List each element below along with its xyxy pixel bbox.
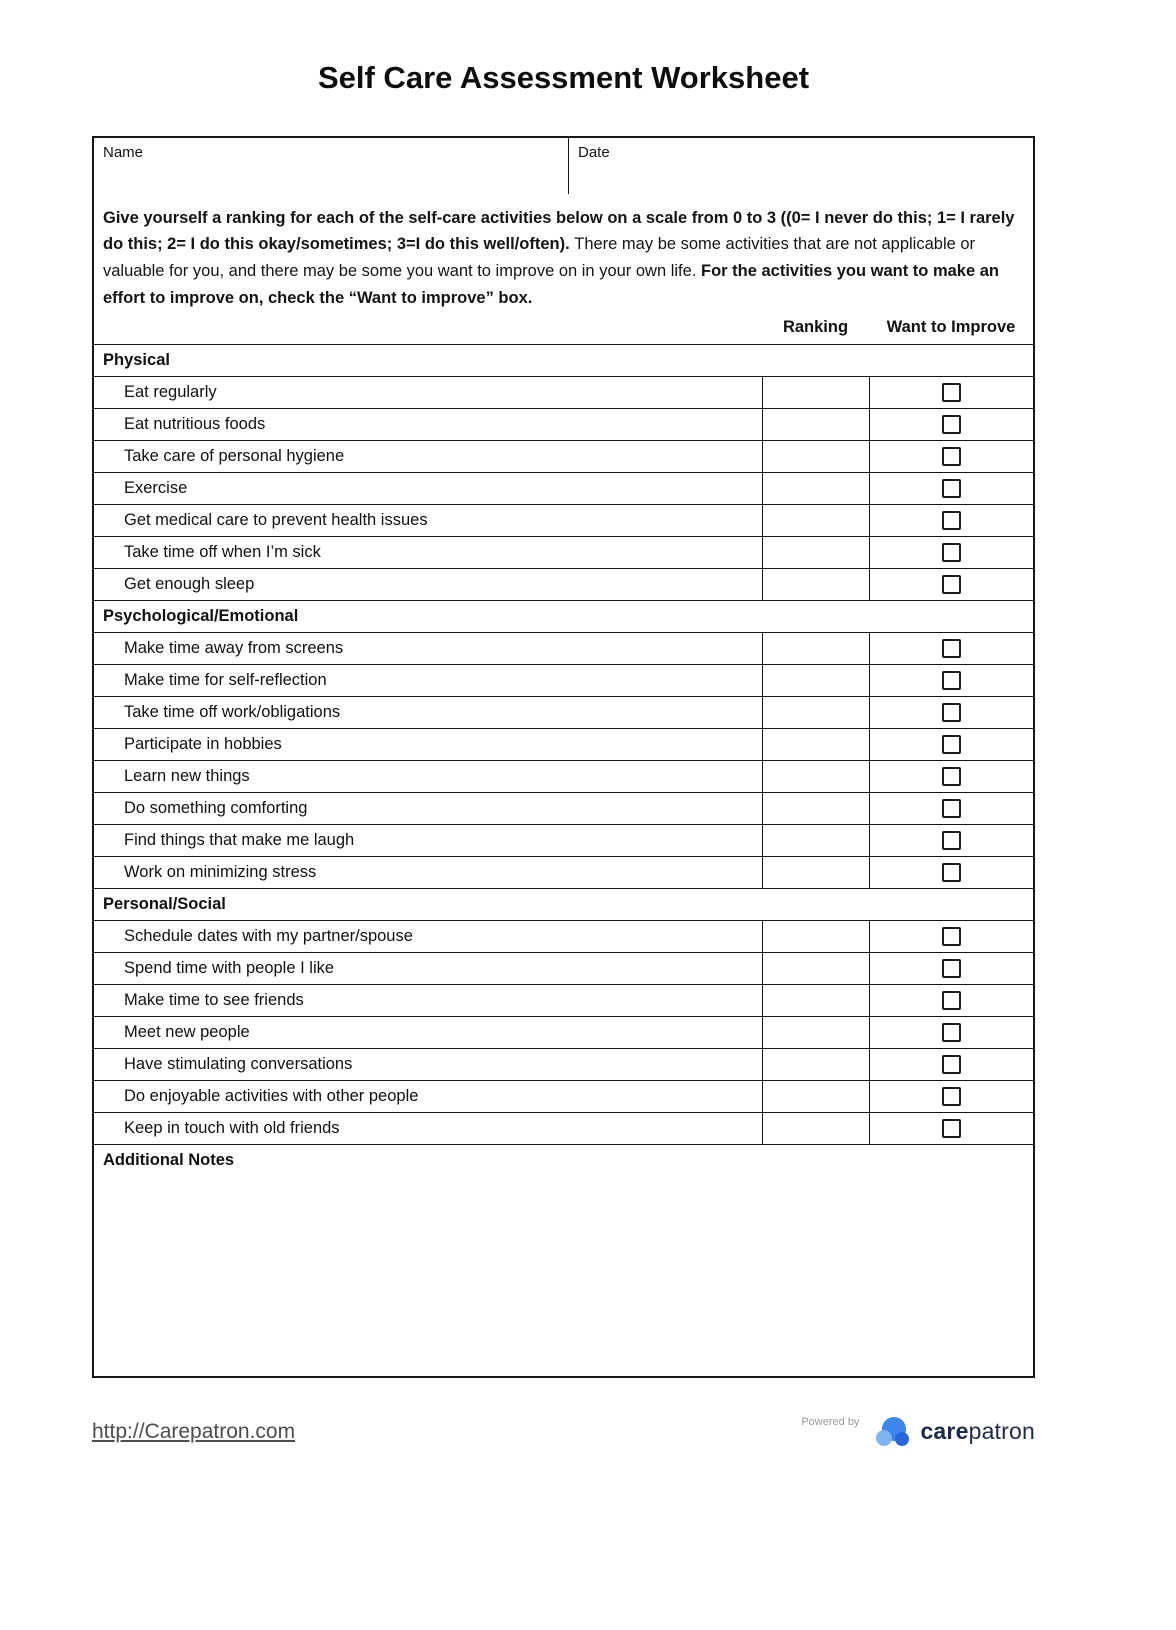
activity-row: [94, 1112, 1033, 1144]
want-to-improve-cell: [869, 473, 1033, 504]
section-header-psychological-emotional: [94, 600, 1033, 632]
section-header-personal-social: [94, 888, 1033, 920]
powered-by-block: [801, 1416, 1035, 1448]
activity-row: [94, 664, 1033, 696]
want-to-improve-checkbox[interactable]: [942, 1087, 961, 1106]
activity-row: [94, 856, 1033, 888]
activity-label: Spend time with people I like: [124, 958, 335, 977]
activity-row: [94, 568, 1033, 600]
instructions-segment: Give yourself a ranking for each of the self-care activities below on a scale from 0 to 3 ((0= I never do this; 1= I rarely do this; 2= I do this okay/sometimes; 3=I do this well/often).: [103, 208, 1015, 254]
ranking-cell[interactable]: [762, 985, 869, 1016]
assessment-rows: [94, 344, 1033, 1144]
want-to-improve-cell: [869, 793, 1033, 824]
activity-row: [94, 728, 1033, 760]
want-to-improve-cell: [869, 1113, 1033, 1144]
activity-label: Have stimulating conversations: [124, 1054, 353, 1073]
want-to-improve-checkbox[interactable]: [942, 991, 961, 1010]
ranking-cell[interactable]: [762, 441, 869, 472]
want-to-improve-cell: [869, 953, 1033, 984]
activity-label: Participate in hobbies: [124, 734, 282, 753]
want-to-improve-checkbox[interactable]: [942, 799, 961, 818]
ranking-cell[interactable]: [762, 761, 869, 792]
want-to-improve-checkbox[interactable]: [942, 575, 961, 594]
carepatron-wordmark: [920, 1418, 1035, 1445]
activity-label: Take care of personal hygiene: [124, 446, 345, 465]
section-title: Physical: [103, 350, 170, 369]
want-to-improve-checkbox[interactable]: [942, 927, 961, 946]
column-headers: [94, 314, 1033, 344]
activity-label: Find things that make me laugh: [124, 830, 355, 849]
want-to-improve-checkbox[interactable]: [942, 1023, 961, 1042]
activity-row: [94, 376, 1033, 408]
activity-label: Do enjoyable activities with other people: [124, 1086, 419, 1105]
ranking-cell[interactable]: [762, 953, 869, 984]
activity-label: Schedule dates with my partner/spouse: [124, 926, 413, 945]
activity-row: [94, 440, 1033, 472]
ranking-cell[interactable]: [762, 665, 869, 696]
ranking-cell[interactable]: [762, 1017, 869, 1048]
section-header-physical: [94, 344, 1033, 376]
want-to-improve-checkbox[interactable]: [942, 863, 961, 882]
additional-notes-label: Additional Notes: [103, 1150, 235, 1169]
section-title: Personal/Social: [103, 894, 226, 913]
ranking-cell[interactable]: [762, 633, 869, 664]
ranking-cell[interactable]: [762, 857, 869, 888]
activity-row: [94, 952, 1033, 984]
want-to-improve-checkbox[interactable]: [942, 639, 961, 658]
activity-label: Make time to see friends: [124, 990, 304, 1009]
want-to-improve-cell: [869, 537, 1033, 568]
instructions-text: [94, 194, 1033, 314]
activity-row: [94, 1016, 1033, 1048]
powered-by-label: Powered by: [801, 1415, 860, 1428]
ranking-cell[interactable]: [762, 1113, 869, 1144]
want-to-improve-checkbox[interactable]: [942, 511, 961, 530]
date-label: Date: [578, 143, 610, 161]
want-to-improve-checkbox[interactable]: [942, 1119, 961, 1138]
instructions-segment: There may be some activities that are not applicable or valuable for you, and there may be some you want to improve on in your own life.: [103, 235, 976, 281]
activity-row: [94, 920, 1033, 952]
want-to-improve-cell: [869, 985, 1033, 1016]
ranking-cell[interactable]: [762, 377, 869, 408]
activity-label: Learn new things: [124, 766, 250, 785]
activity-row: [94, 792, 1033, 824]
activity-row: [94, 504, 1033, 536]
activity-row: [94, 760, 1033, 792]
ranking-cell[interactable]: [762, 1049, 869, 1080]
want-to-improve-checkbox[interactable]: [942, 671, 961, 690]
ranking-cell[interactable]: [762, 1081, 869, 1112]
name-label: Name: [103, 143, 144, 161]
page-title: Self Care Assessment Worksheet: [317, 60, 810, 95]
activity-label: Get medical care to prevent health issues: [124, 510, 428, 529]
want-to-improve-cell: [869, 1017, 1033, 1048]
column-header-spacer: [94, 318, 762, 337]
want-to-improve-cell: [869, 505, 1033, 536]
ranking-cell[interactable]: [762, 537, 869, 568]
ranking-cell[interactable]: [762, 505, 869, 536]
want-to-improve-cell: [869, 409, 1033, 440]
activity-row: [94, 1048, 1033, 1080]
ranking-cell[interactable]: [762, 921, 869, 952]
activity-label: Eat regularly: [124, 382, 217, 401]
carepatron-link[interactable]: http://Carepatron.com: [92, 1419, 296, 1443]
additional-notes-section[interactable]: [94, 1144, 1033, 1376]
activity-label: Make time away from screens: [124, 638, 344, 657]
want-to-improve-cell: [869, 729, 1033, 760]
name-date-row: [94, 138, 1033, 194]
wordmark-bold: care: [920, 1418, 969, 1445]
want-to-improve-cell: [869, 1081, 1033, 1112]
activity-label: Take time off when I’m sick: [124, 542, 321, 561]
want-to-improve-checkbox[interactable]: [942, 767, 961, 786]
want-to-improve-checkbox[interactable]: [942, 447, 961, 466]
activity-row: [94, 696, 1033, 728]
activity-label: Get enough sleep: [124, 574, 255, 593]
name-field[interactable]: [94, 138, 569, 194]
activity-row: [94, 632, 1033, 664]
page-footer: [92, 1416, 1035, 1448]
want-to-improve-cell: [869, 761, 1033, 792]
instructions-segment: For the activities you want to make an effort to improve on, check the “Want to improve” box.: [103, 262, 999, 307]
activity-label: Keep in touch with old friends: [124, 1118, 340, 1137]
want-to-improve-checkbox[interactable]: [942, 1055, 961, 1074]
want-to-improve-checkbox[interactable]: [942, 383, 961, 402]
activity-row: [94, 1080, 1033, 1112]
wordmark-regular: patron: [968, 1418, 1035, 1445]
want-to-improve-cell: [869, 377, 1033, 408]
date-field[interactable]: [569, 138, 1033, 194]
activity-label: Exercise: [124, 478, 188, 497]
want-to-improve-cell: [869, 441, 1033, 472]
activity-label: Take time off work/obligations: [124, 702, 341, 721]
want-to-improve-cell: [869, 857, 1033, 888]
want-to-improve-cell: [869, 633, 1033, 664]
activity-label: Do something comforting: [124, 798, 308, 817]
carepatron-logo-icon: [873, 1416, 913, 1448]
want-to-improve-cell: [869, 665, 1033, 696]
ranking-cell[interactable]: [762, 825, 869, 856]
activity-row: [94, 824, 1033, 856]
worksheet-table: [92, 136, 1035, 1378]
want-to-improve-cell: [869, 1049, 1033, 1080]
want-to-improve-cell: [869, 921, 1033, 952]
want-to-improve-checkbox[interactable]: [942, 735, 961, 754]
activity-row: [94, 536, 1033, 568]
improve-column-header: Want to Improve: [886, 317, 1016, 336]
want-to-improve-checkbox[interactable]: [942, 831, 961, 850]
activity-row: [94, 984, 1033, 1016]
activity-label: Meet new people: [124, 1022, 250, 1041]
want-to-improve-checkbox[interactable]: [942, 703, 961, 722]
activity-label: Make time for self-reflection: [124, 670, 327, 689]
want-to-improve-checkbox[interactable]: [942, 415, 961, 434]
want-to-improve-checkbox[interactable]: [942, 479, 961, 498]
want-to-improve-checkbox[interactable]: [942, 543, 961, 562]
want-to-improve-cell: [869, 697, 1033, 728]
ranking-cell[interactable]: [762, 473, 869, 504]
ranking-cell[interactable]: [762, 793, 869, 824]
want-to-improve-cell: [869, 569, 1033, 600]
ranking-cell[interactable]: [762, 697, 869, 728]
section-title: Psychological/Emotional: [103, 606, 299, 625]
want-to-improve-checkbox[interactable]: [942, 959, 961, 978]
activity-row: [94, 472, 1033, 504]
want-to-improve-cell: [869, 825, 1033, 856]
ranking-cell[interactable]: [762, 569, 869, 600]
activity-label: Eat nutritious foods: [124, 414, 266, 433]
activity-row: [94, 408, 1033, 440]
ranking-column-header: Ranking: [782, 317, 849, 336]
ranking-cell[interactable]: [762, 409, 869, 440]
ranking-cell[interactable]: [762, 729, 869, 760]
activity-label: Work on minimizing stress: [124, 862, 317, 881]
